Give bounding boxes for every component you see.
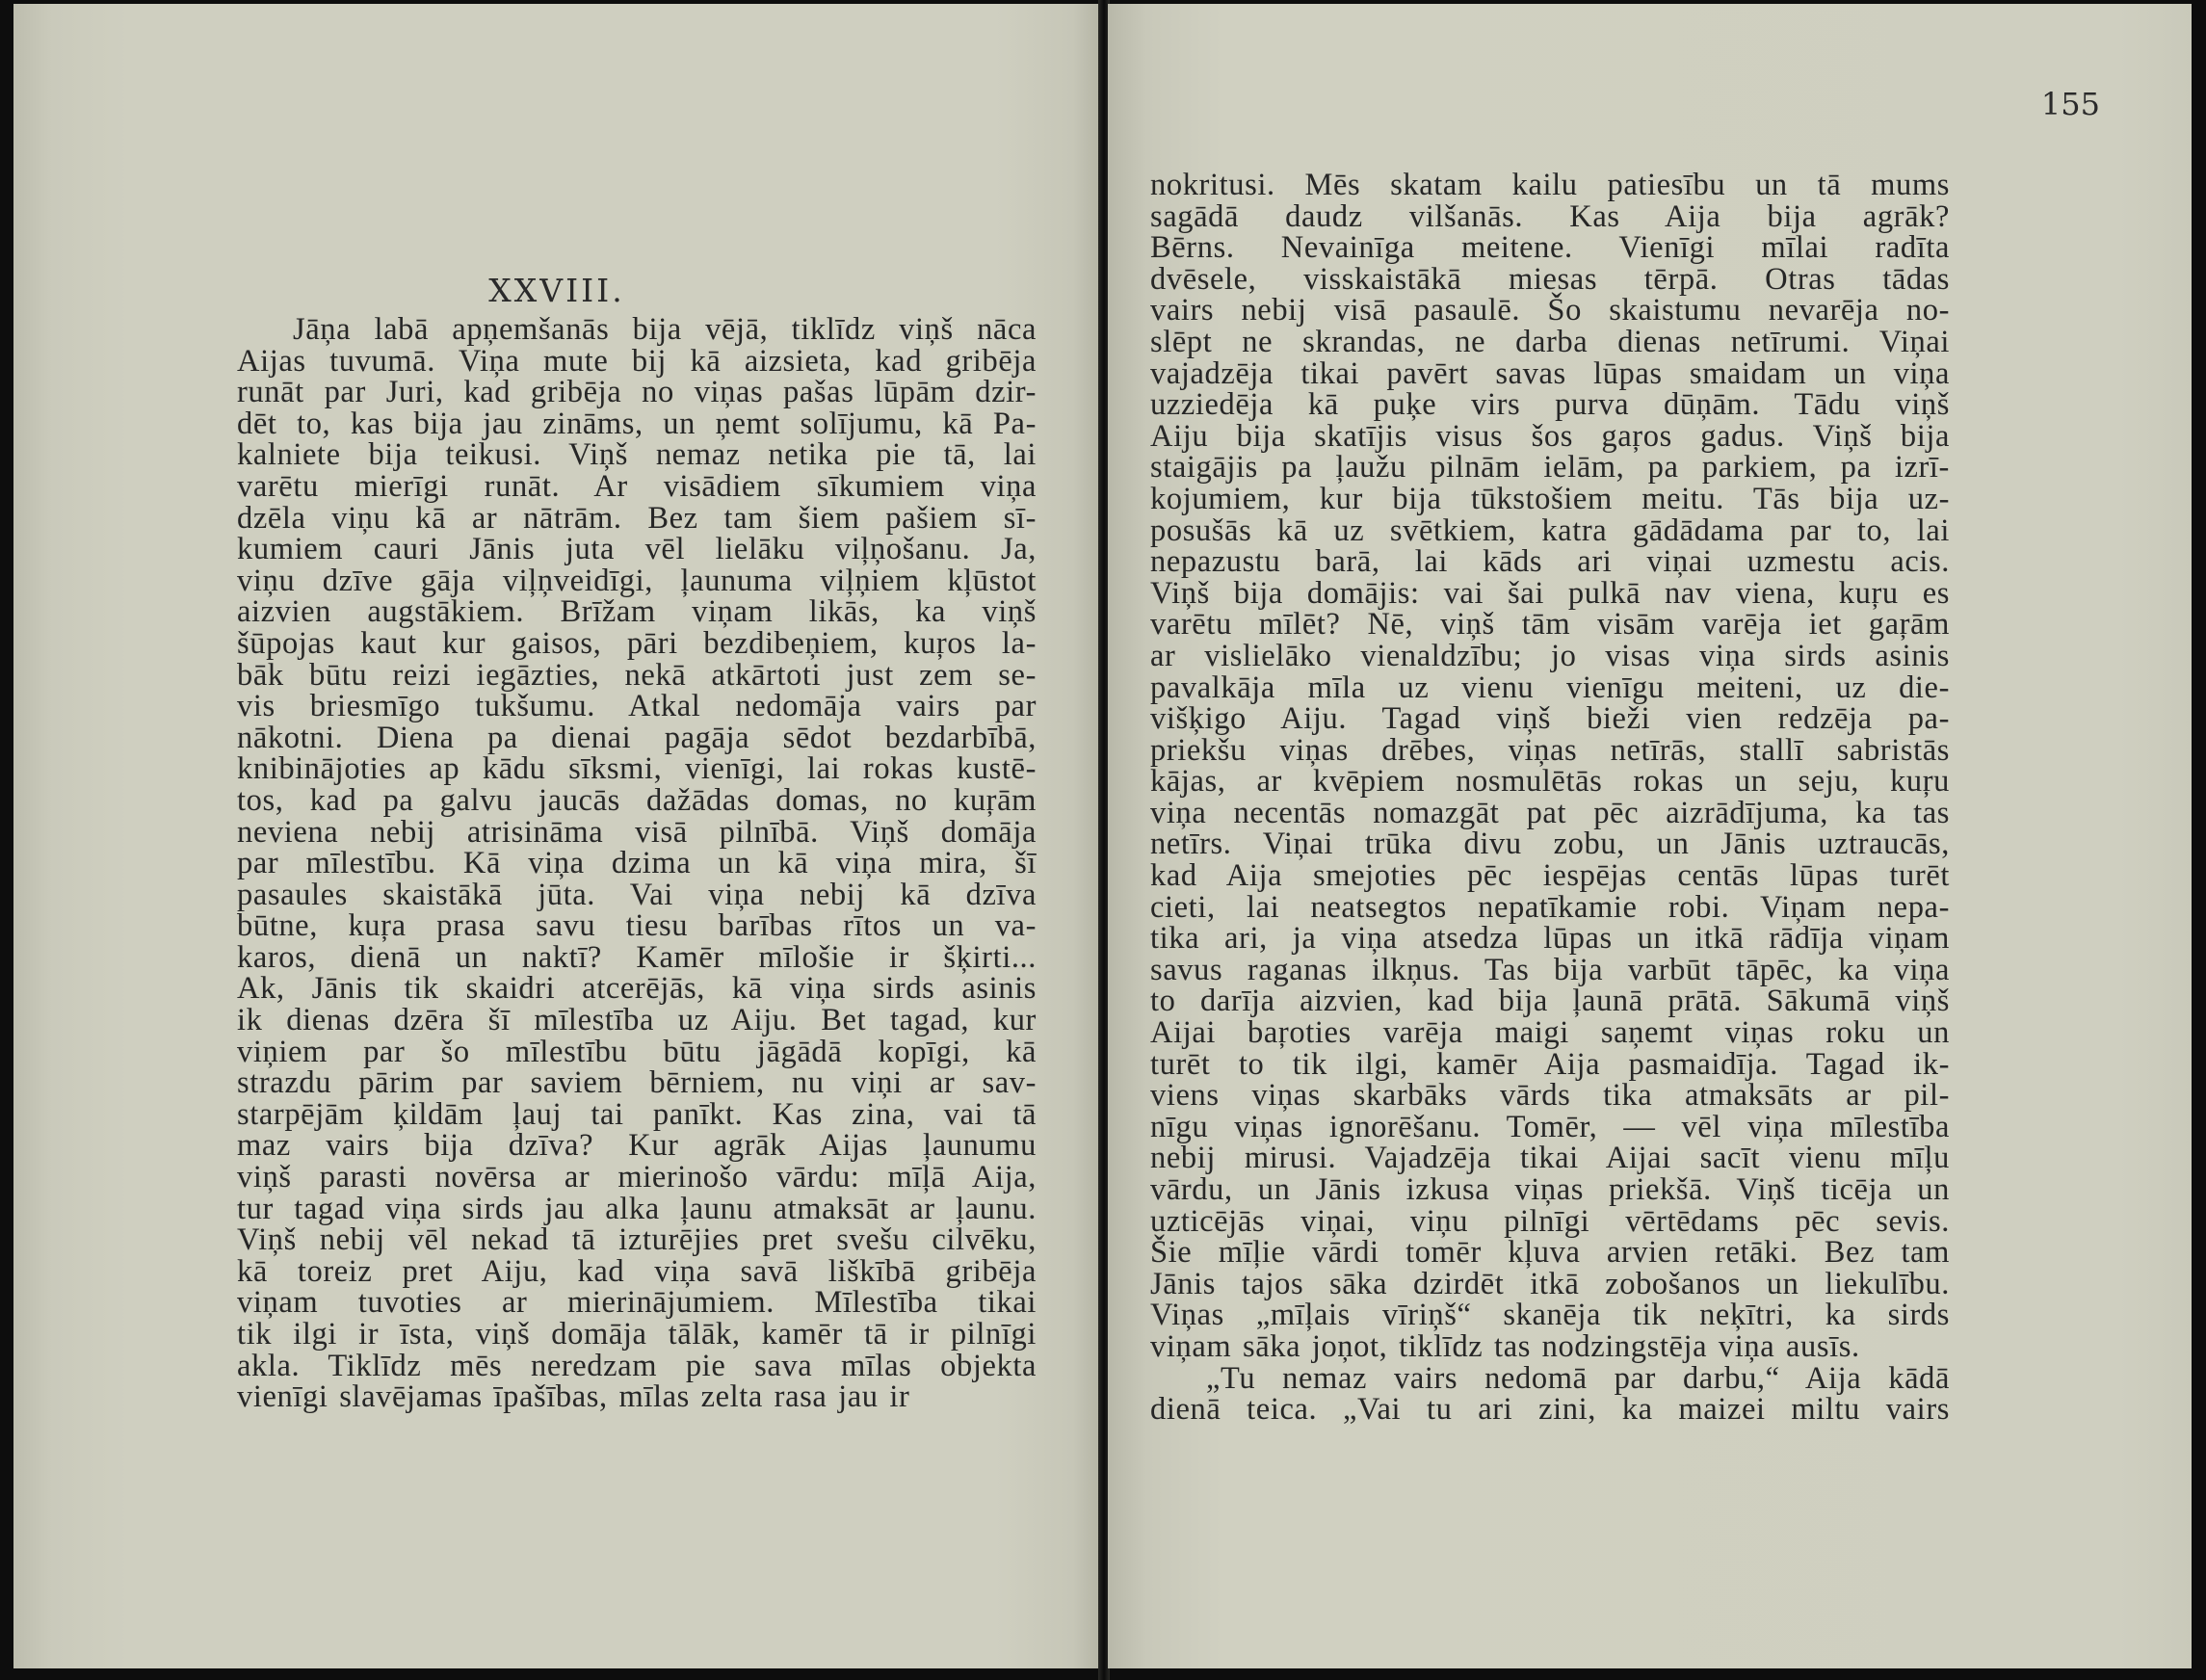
text-line: uzticējās viņai, viņu pilnīgi vērtēdams pēc sevis. xyxy=(1150,1203,1950,1239)
text-line: varētu mierīgi runāt. Ar visādiem sīkumiem viņa xyxy=(237,468,1037,504)
text-line: būtne, kuŗa prasa savu tiesu barības rītos un va- xyxy=(237,908,1037,944)
text-line: tos, kad pa galvu jaucās dažādas domas, no kuŗām xyxy=(237,782,1037,818)
text-line: sagādā daudz vilšanās. Kas Aija bija agrāk? xyxy=(1150,198,1950,234)
text-line: turēt to tik ilgi, kamēr Aija pasmaidīja. Tagad ik- xyxy=(1150,1046,1950,1082)
text-line: kojumiem, kur bija tūkstošiem meitu. Tās bija uz- xyxy=(1150,481,1950,516)
text-line: viņa necentās nomazgāt pat pēc aizrādījuma, ka tas xyxy=(1150,795,1950,830)
text-line: Viņš bija domājis: vai šai pulkā nav viena, kuŗu es xyxy=(1150,575,1950,611)
text-line: priekšu viņas drēbes, viņas netīrās, stallī sabristās xyxy=(1150,732,1950,768)
text-line: savus raganas ilkņus. Tas bija varbūt tāpēc, ka viņa xyxy=(1150,952,1950,987)
text-line: nākotni. Diena pa dienai pagāja sēdot bezdarbībā, xyxy=(237,720,1037,755)
text-line: knibinājoties ap kādu sīksmi, vienīgi, lai rokas kustē- xyxy=(237,751,1037,787)
text-line: nepazustu barā, lai kāds ari viņai uzmestu acis. xyxy=(1150,544,1950,580)
left-page xyxy=(13,4,1100,1668)
text-line: uzziedēja kā puķe virs purva dūņām. Tādu viņš xyxy=(1150,387,1950,423)
text-line: aizvien augstākiem. Brīžam viņam likās, ka viņš xyxy=(237,594,1037,630)
text-line: tika ari, ja viņa atsedza lūpas un itkā rādīja viņam xyxy=(1150,921,1950,957)
text-line: dēt to, kas bija jau zināms, un ņemt solījumu, kā Pa- xyxy=(237,406,1037,441)
text-line: Aijai baŗoties varēja maigi saņemt viņas roku un xyxy=(1150,1015,1950,1051)
text-line: staigājis pa ļaužu pilnām ielām, pa parkiem, pa izrī- xyxy=(1150,450,1950,486)
text-line: tur tagad viņa sirds jau alka ļaunu atmaksāt ar ļaunu. xyxy=(237,1191,1037,1226)
text-line: vis briesmīgo tukšumu. Atkal nedomāja vairs par xyxy=(237,689,1037,724)
text-line: ik dienas dzēra šī mīlestība uz Aiju. Bet tagad, kur xyxy=(237,1003,1037,1038)
text-line: posušās kā uz svētkiem, katra gādādama par to, lai xyxy=(1150,512,1950,548)
text-line: Bērns. Nevainīga meitene. Vienīgi mīlai radīta xyxy=(1150,230,1950,266)
text-line: akla. Tiklīdz mēs neredzam pie sava mīlas objekta xyxy=(237,1348,1037,1383)
text-line: Ak, Jānis tik skaidri atcerējās, kā viņa sirds asinis xyxy=(237,971,1037,1007)
left-page-text xyxy=(237,314,1037,1413)
text-line: dzēla viņu kā ar nātrām. Bez tam šiem pašiem sī- xyxy=(237,500,1037,536)
text-line: kalniete bija teikusi. Viņš nemaz netika pie tā, lai xyxy=(237,437,1037,473)
text-line: „Tu nemaz vairs nedomā par darbu,“ Aija kādā xyxy=(1206,1360,1950,1396)
chapter-title: XXVIII. xyxy=(488,272,625,309)
right-page xyxy=(1108,4,2192,1668)
text-line: pavalkāja mīla uz vienu vienīgu meiteni, uz die- xyxy=(1150,669,1950,705)
text-line: vairs nebij visā pasaulē. Šo skaistumu nevarēja no- xyxy=(1150,293,1950,328)
text-line: starpējām ķildām ļauj tai panīkt. Kas zina, vai tā xyxy=(237,1096,1037,1132)
text-line: neviena nebij atrisināma visā pilnībā. Viņš domāja xyxy=(237,814,1037,850)
text-line: Aiju bija skatījis visus šos gaŗos gadus. Viņš bija xyxy=(1150,418,1950,454)
text-line: nokritusi. Mēs skatam kailu patiesību un tā mums xyxy=(1150,168,1950,202)
text-line: tik ilgi ir īsta, viņš domāja tālāk, kamēr tā ir pilnīgi xyxy=(237,1317,1037,1352)
text-line: ar vislielāko vienaldzību; jo visas viņa sirds asinis xyxy=(1150,638,1950,673)
text-line: dvēsele, visskaistākā miesas tērpā. Otras tādas xyxy=(1150,261,1950,297)
text-line: šūpojas kaut kur gaisos, pāri bezdibeņiem, kuŗos la- xyxy=(237,625,1037,661)
text-line: kad Aija smejoties pēc iespējas centās lūpas turēt xyxy=(1150,858,1950,894)
text-line: viņiem par šo mīlestību būtu jāgādā kopīgi, kā xyxy=(237,1034,1037,1069)
text-line: viņam tuvoties ar mierinājumiem. Mīlestība tikai xyxy=(237,1285,1037,1321)
text-line: viņam sāka joņot, tiklīdz tas nodzingstēja viņa ausīs. xyxy=(1150,1328,1860,1364)
text-line: Jānis tajos sāka dzirdēt itkā zobošanos un liekulību. xyxy=(1150,1266,1950,1301)
text-line: maz vairs bija dzīva? Kur agrāk Aijas ļaunumu xyxy=(237,1128,1037,1164)
text-line: vienīgi slavējamas īpašības, mīlas zelta rasa jau ir xyxy=(237,1379,910,1415)
text-line: cieti, lai neatsegtos nepatīkamie robi. Viņam nepa- xyxy=(1150,889,1950,925)
text-line: par mīlestību. Kā viņa dzima un kā viņa mira, šī xyxy=(237,846,1037,881)
text-line: kā toreiz pret Aiju, kad viņa savā liškībā gribēja xyxy=(237,1253,1037,1289)
text-line: viņš parasti novērsa ar mierinošo vārdu: mīļā Aija, xyxy=(237,1160,1037,1195)
text-line: to darīja aizvien, kad bija ļaunā prātā. Sākumā viņš xyxy=(1150,984,1950,1019)
page-number: 155 xyxy=(2040,86,2100,122)
text-line: nīgu viņas ignorēšanu. Tomēr, — vēl viņa mīlestība xyxy=(1150,1109,1950,1144)
text-line: slēpt ne skrandas, ne darba dienas netīrumi. Viņai xyxy=(1150,324,1950,359)
text-line: varētu mīlēt? Nē, viņš tām visām varēja iet gaŗām xyxy=(1150,607,1950,643)
text-line: nebij mirusi. Vajadzēja tikai Aijai sacīt vienu mīļu xyxy=(1150,1141,1950,1176)
text-line: dienā teica. „Vai tu ari zini, ka maizei miltu vairs xyxy=(1150,1392,1950,1428)
text-line: vajadzēja tikai pavērt savas lūpas smaidam un viņa xyxy=(1150,355,1950,391)
text-line: Viņš nebij vēl nekad tā izturējies pret svešu cilvēku, xyxy=(237,1222,1037,1258)
text-line: višķigo Aiju. Tagad viņš bieži vien redzēja pa- xyxy=(1150,701,1950,737)
text-line: Aijas tuvumā. Viņa mute bij kā aizsieta, kad gribēja xyxy=(237,343,1037,379)
text-line: netīrs. Viņai trūka divu zobu, un Jānis uztraucās, xyxy=(1150,827,1950,862)
text-line: Šie mīļie vārdi tomēr kļuva arvien retāki. Bez tam xyxy=(1150,1235,1950,1271)
text-line: runāt par Juri, kad gribēja no viņas pašas lūpām dzir- xyxy=(237,375,1037,410)
text-line: kumiem cauri Jānis juta vēl lielāku viļņošanu. Ja, xyxy=(237,532,1037,567)
text-line: viens viņas skarbāks vārds tika atmaksāts ar pil- xyxy=(1150,1078,1950,1114)
text-line: pasaules skaistākā jūta. Vai viņa nebij kā dzīva xyxy=(237,877,1037,912)
text-line: Viņas „mīļais vīriņš“ skanēja tik neķītri, ka sirds xyxy=(1150,1298,1950,1333)
text-line: karos, dienā un naktī? Kamēr mīlošie ir šķirti... xyxy=(237,939,1037,975)
text-line: kājas, ar kvēpiem nosmulētās rokas un seju, kuŗu xyxy=(1150,764,1950,800)
text-line: Jāņa labā apņemšanās bija vējā, tiklīdz viņš nāca xyxy=(293,312,1037,347)
text-line: vārdu, un Jānis izkusa viņas priekšā. Viņš ticēja un xyxy=(1150,1172,1950,1207)
text-line: viņu dzīve gāja viļņveidīgi, ļaunuma viļņiem kļūstot xyxy=(237,563,1037,598)
text-line: bāk būtu reizi iegāzties, nekā atkārtoti just zem se- xyxy=(237,657,1037,693)
text-line: strazdu pārim par saviem bērniem, nu viņi ar sav- xyxy=(237,1065,1037,1101)
right-page-text xyxy=(1150,170,1950,1426)
